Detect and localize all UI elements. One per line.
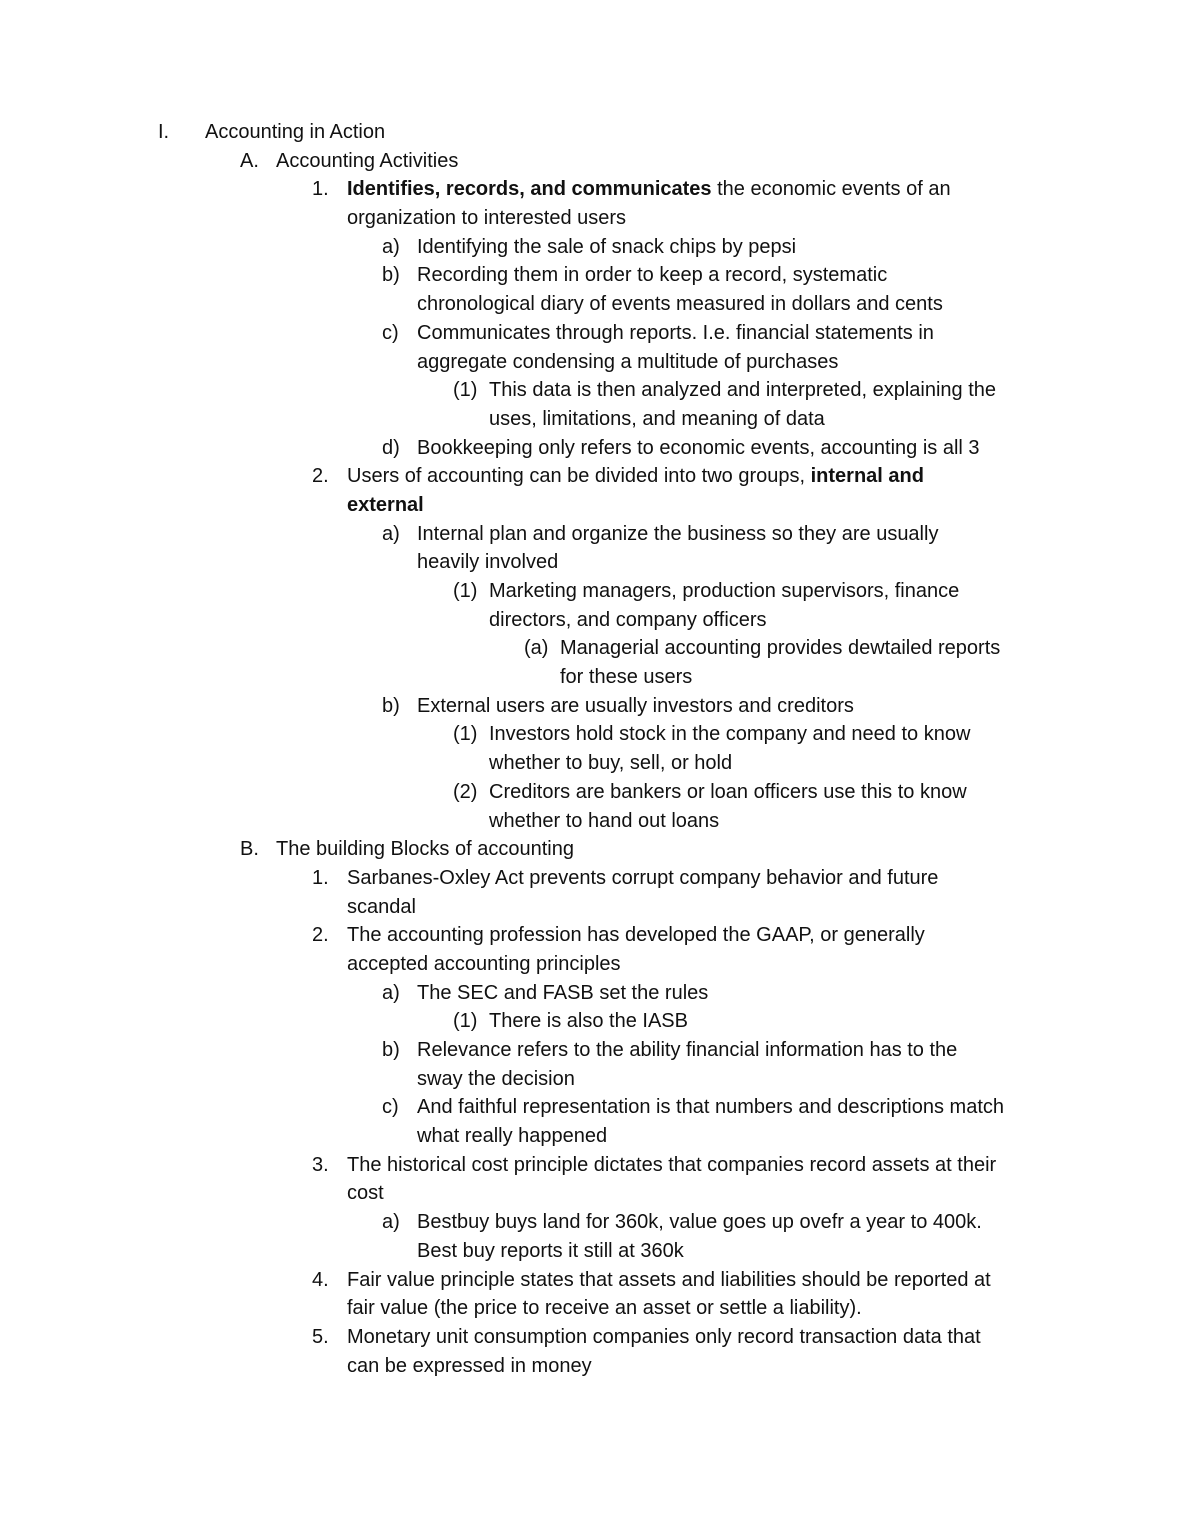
list-marker: 4.: [312, 1268, 329, 1291]
outline-text: scandal: [347, 895, 416, 918]
outline-line: [0, 1122, 1200, 1151]
document-page: [0, 118, 1200, 1380]
outline-text: Communicates through reports. I.e. financial statements in: [417, 321, 934, 344]
list-marker: 1.: [312, 178, 329, 201]
outline-text: [347, 175, 951, 204]
outline-line: [0, 864, 1200, 893]
outline-text: for these users: [560, 666, 693, 689]
outline-line: [0, 405, 1200, 434]
outline-line: [0, 979, 1200, 1008]
outline-text: Bookkeeping only refers to economic events, accounting is all 3: [417, 436, 980, 459]
outline-text: chronological diary of events measured in dollars and cents: [417, 293, 943, 316]
text-run: the economic events of an: [711, 178, 951, 201]
list-marker: (1): [453, 379, 478, 402]
outline-text: And faithful representation is that numbers and descriptions match: [417, 1096, 1004, 1119]
outline-text: [347, 462, 924, 491]
outline-line: [0, 1352, 1200, 1381]
outline-line: [0, 491, 1200, 520]
outline-text: The building Blocks of accounting: [276, 838, 574, 861]
bold-text-run: internal and: [810, 465, 924, 488]
outline-line: [0, 893, 1200, 922]
outline-line: [0, 204, 1200, 233]
outline-text: The SEC and FASB set the rules: [417, 981, 709, 1004]
list-marker: (1): [453, 723, 478, 746]
list-marker: a): [382, 981, 400, 1004]
outline-line: [0, 1237, 1200, 1266]
outline-line: [0, 175, 1200, 204]
outline-line: [0, 749, 1200, 778]
list-marker: c): [382, 1096, 399, 1119]
outline-line: [0, 606, 1200, 635]
outline-line: [0, 147, 1200, 176]
outline-line: [0, 1294, 1200, 1323]
outline-text: heavily involved: [417, 551, 559, 574]
outline-text: There is also the IASB: [489, 1010, 688, 1033]
outline-line: [0, 835, 1200, 864]
outline-line: [0, 1151, 1200, 1180]
outline-text: can be expressed in money: [347, 1354, 592, 1377]
list-marker: I.: [158, 121, 170, 143]
outline-line: [0, 921, 1200, 950]
outline-line: [0, 577, 1200, 606]
outline-text: Bestbuy buys land for 360k, value goes up ovefr a year to 400k.: [417, 1211, 982, 1234]
outline-text: sway the decision: [417, 1067, 575, 1090]
list-marker: b): [382, 694, 400, 717]
outline-text: Best buy reports it still at 360k: [417, 1239, 684, 1262]
outline-text: The historical cost principle dictates that companies record assets at their: [347, 1153, 997, 1176]
list-marker: (a): [524, 637, 549, 660]
list-marker: A.: [240, 149, 259, 172]
outline-text: cost: [347, 1182, 384, 1205]
outline-line: [0, 1208, 1200, 1237]
outline-text: External users are usually investors and creditors: [417, 694, 854, 717]
list-marker: c): [382, 321, 399, 344]
list-marker: 5.: [312, 1325, 329, 1348]
outline-text: accepted accounting principles: [347, 952, 621, 975]
outline-text: Recording them in order to keep a record, systematic: [417, 264, 888, 287]
outline-text: Identifying the sale of snack chips by pepsi: [417, 235, 797, 258]
list-marker: (1): [453, 1010, 478, 1033]
outline-line: [0, 118, 1200, 147]
outline-text: what really happened: [417, 1125, 608, 1148]
bold-text-run: Identifies, records, and communicates: [347, 178, 712, 201]
outline-text: uses, limitations, and meaning of data: [489, 407, 825, 430]
outline-line: [0, 950, 1200, 979]
outline-line: [0, 520, 1200, 549]
list-marker: d): [382, 436, 400, 459]
list-marker: b): [382, 1039, 400, 1061]
outline-line: [0, 290, 1200, 319]
outline-text: Monetary unit consumption companies only record transaction data that: [347, 1325, 981, 1348]
outline-text: Sarbanes-Oxley Act prevents corrupt company behavior and future: [347, 866, 939, 889]
outline-text: Investors hold stock in the company and need to know: [489, 723, 971, 746]
outline-text: This data is then analyzed and interpreted, explaining the: [489, 379, 997, 402]
text-run: Users of accounting can be divided into two groups,: [347, 465, 811, 488]
outline-text: Accounting Activities: [276, 149, 459, 172]
outline-text: aggregate condensing a multitude of purchases: [417, 350, 839, 373]
outline-line: [0, 1065, 1200, 1094]
list-marker: B.: [240, 838, 259, 861]
outline-line: [0, 548, 1200, 577]
list-marker: 2.: [312, 924, 329, 947]
outline-line: [0, 1266, 1200, 1295]
outline-line: [0, 462, 1200, 491]
outline-text: Relevance refers to the ability financial information has to the: [417, 1039, 958, 1061]
outline-text: organization to interested users: [347, 207, 627, 230]
outline-line: [0, 720, 1200, 749]
list-marker: b): [382, 264, 400, 287]
outline-line: [0, 1093, 1200, 1122]
outline-line: [0, 807, 1200, 836]
list-marker: (2): [453, 780, 478, 803]
outline-text: whether to hand out loans: [489, 809, 720, 832]
list-marker: 2.: [312, 465, 329, 488]
list-marker: 1.: [312, 866, 329, 889]
outline-line: [0, 634, 1200, 663]
bold-text-run: external: [347, 493, 424, 516]
list-marker: a): [382, 522, 400, 545]
outline-line: [0, 1179, 1200, 1208]
list-marker: (1): [453, 580, 478, 602]
outline-line: [0, 1007, 1200, 1036]
outline-line: [0, 376, 1200, 405]
outline-line: [0, 434, 1200, 463]
outline-line: [0, 663, 1200, 692]
outline-line: [0, 692, 1200, 721]
outline-text: directors, and company officers: [489, 608, 767, 631]
list-marker: a): [382, 1211, 400, 1234]
outline-line: [0, 348, 1200, 377]
outline-line: [0, 778, 1200, 807]
outline-line: [0, 1323, 1200, 1352]
outline-text: The accounting profession has developed the GAAP, or generally: [347, 924, 925, 947]
outline-text: Managerial accounting provides dewtailed reports: [560, 637, 1001, 660]
outline-text: Accounting in Action: [205, 121, 386, 143]
outline-line: [0, 319, 1200, 348]
outline-text: [347, 491, 424, 520]
outline-text: whether to buy, sell, or hold: [489, 752, 733, 775]
outline-line: [0, 1036, 1200, 1065]
list-marker: a): [382, 235, 400, 258]
outline-line: [0, 233, 1200, 262]
outline-text: fair value (the price to receive an asset or settle a liability).: [347, 1297, 862, 1320]
outline-text: Creditors are bankers or loan officers use this to know: [489, 780, 967, 803]
outline-line: [0, 261, 1200, 290]
outline-text: Internal plan and organize the business so they are usually: [417, 522, 939, 545]
outline-text: Marketing managers, production supervisors, finance: [489, 580, 960, 602]
list-marker: 3.: [312, 1153, 329, 1176]
outline-text: Fair value principle states that assets and liabilities should be reported at: [347, 1268, 991, 1291]
